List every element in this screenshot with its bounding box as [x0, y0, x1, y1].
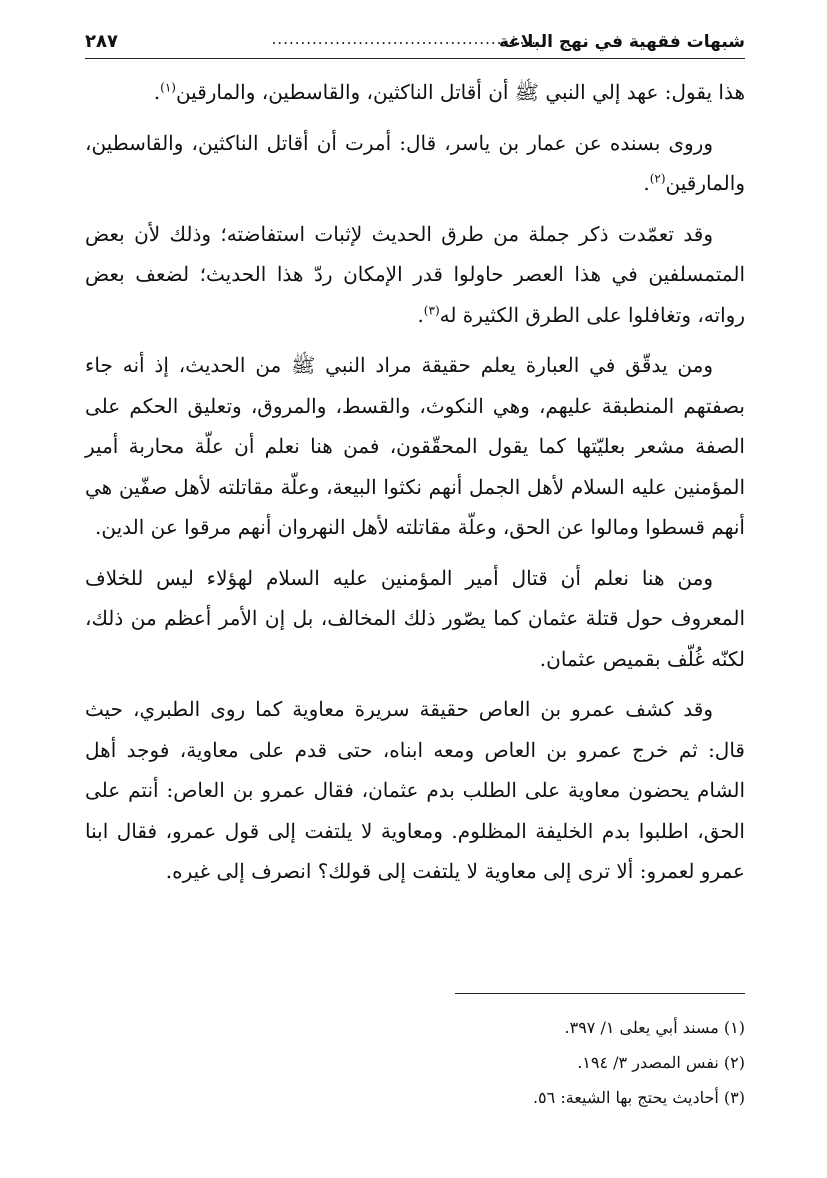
page-number: ٢٨٧ — [85, 31, 118, 52]
paragraph-4: ومن يدقّق في العبارة يعلم حقيقة مراد النبي ﷺ من الحديث، إذ أنه جاء بصفتهم المنطبقة عليهم، وهي النكوث، والقسط، والمروق، وتعليق الحكم على الصفة مشعر بعليّتها كما يقول المحقّقون، فمن هنا نعلم أن علّة محاربة أمير المؤمنين عليه السلام لأهل الجمل أنهم نكثوا البيعة، وعلّة مقاتلته لأهل صفّين هي أنهم قسطوا ومالوا عن الحق، وعلّة مقاتلته لأهل النهروان أنهم مرقوا عن الدين. — [85, 353, 745, 539]
paragraph-1-text: هذا يقول: عهد إلي النبي ﷺ أن أقاتل الناكثين، والقاسطين، والمارقين — [175, 80, 745, 104]
paragraph-2 — [85, 123, 745, 204]
page-header — [85, 28, 745, 62]
paragraph-6: وقد كشف عمرو بن العاص حقيقة سريرة معاوية كما روى الطبري، حيث قال: ثم خرج عمرو بن العاص ومعه ابناه، حتى قدم على معاوية، فوجد أهل الشام يحضون معاوية على الطلب بدم عثمان، فقال عمرو بن العاص: أنتم على الحق، اطلبوا بدم الخليفة المظلوم. ومعاوية لا يلتفت إلى قول عمرو، فقال ابنا عمرو لعمرو: ألا ترى إلى معاوية لا يلتفت إلى قولك؟ انصرف إلى غيره. — [85, 697, 745, 883]
paragraph-2-period: . — [643, 171, 650, 195]
footnote-ref-1: (١) — [160, 80, 176, 95]
footnote-3: (٣) أحاديث يحتج بها الشيعة: ٥٦. — [532, 1088, 745, 1107]
paragraph-5: ومن هنا نعلم أن قتال أمير المؤمنين عليه السلام لهؤلاء ليس للخلاف المعروف حول قتلة عثمان كما يصّور ذلك المخالف، بل إن الأمر أعظم من ذلك، لكنّه غُلّف بقميص عثمان. — [85, 565, 745, 671]
footnote-ref-2: (٢) — [649, 171, 666, 186]
paragraph-3 — [85, 214, 745, 336]
paragraph-3-text: وقد تعمّدت ذكر جملة من طرق الحديث لإثبات استفاضته؛ وذلك لأن بعض المتمسلفين في هذا العصر حاولوا قدر الإمكان ردّ هذا الحديث؛ لضعف بعض رواته، وتغافلوا على الطرق الكثيرة له — [85, 221, 745, 327]
footnote-ref-3: (٣) — [423, 302, 440, 317]
paragraph-1 — [85, 72, 745, 113]
paragraph-3-period: . — [417, 302, 424, 327]
header-rule — [85, 58, 745, 59]
paragraph-1-period: . — [153, 80, 161, 104]
footnotes — [145, 1010, 745, 1115]
running-title: شبهات فقهية في نهج البلاغة — [498, 32, 745, 52]
footnote-2: (٢) نفس المصدر ٣/ ١٩٤. — [577, 1053, 745, 1072]
leader-dots: .............................................. — [271, 30, 537, 48]
footnote-separator — [455, 993, 745, 994]
main-text — [85, 72, 745, 902]
paragraph-2-text: وروى بسنده عن عمار بن ياسر، قال: أمرت أن أقاتل الناكثين، والقاسطين، والمارقين — [85, 130, 745, 195]
footnote-1: (١) مسند أبي يعلى ١/ ٣٩٧. — [564, 1018, 745, 1037]
